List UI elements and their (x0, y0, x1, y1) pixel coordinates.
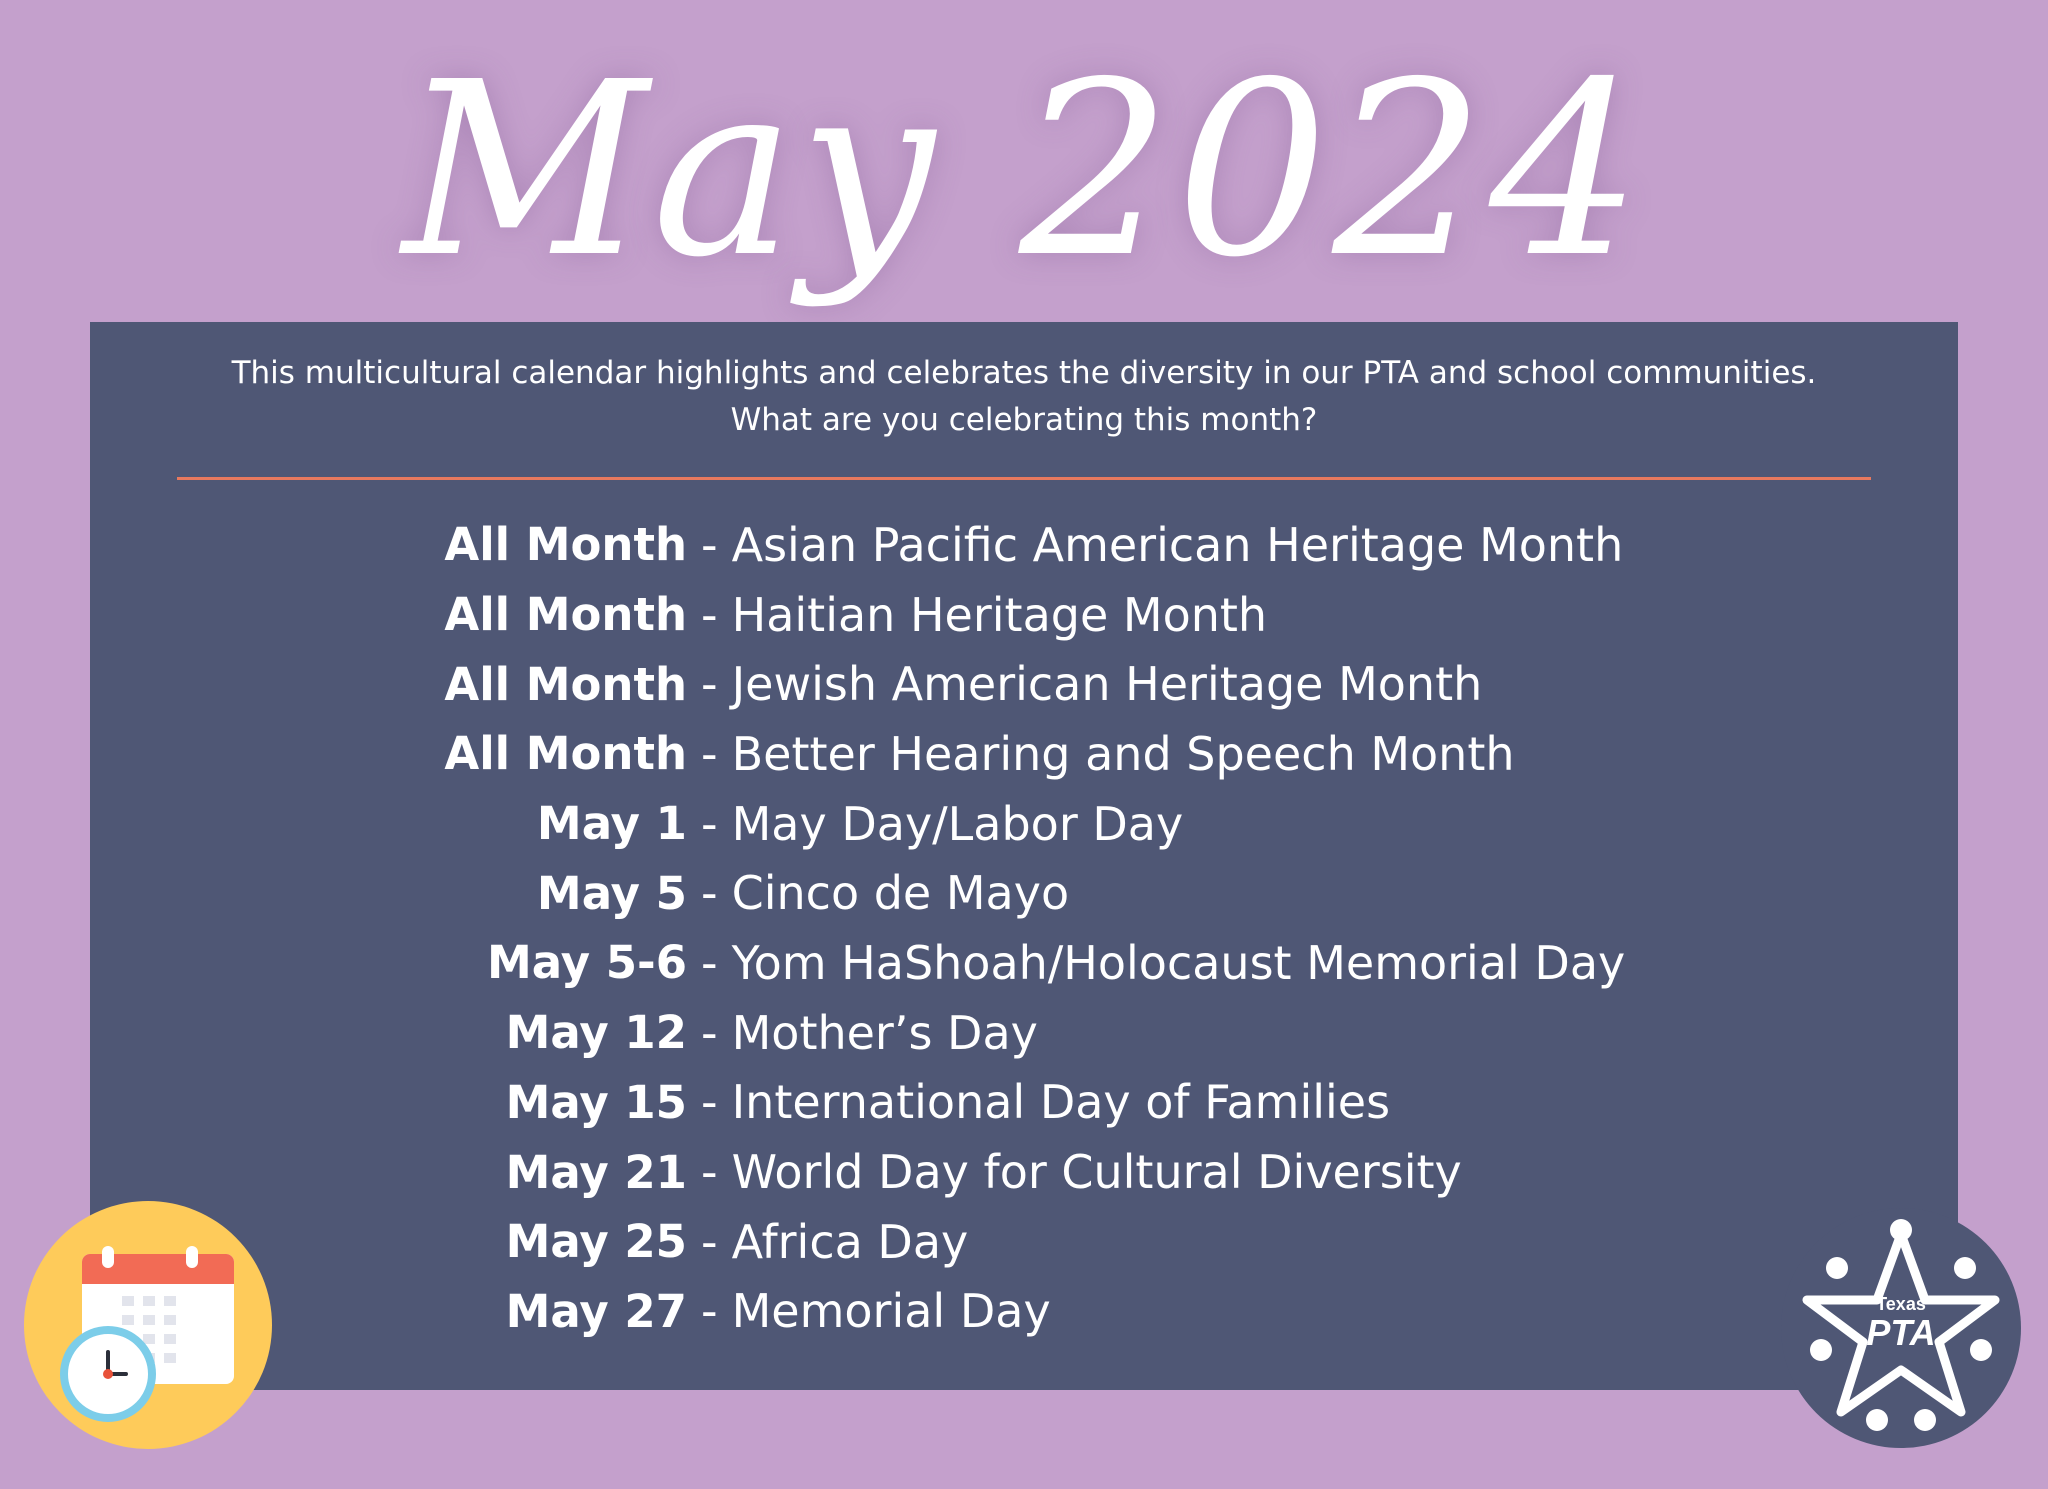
event-name: Jewish American Heritage Month (731, 657, 1483, 712)
event-name: Cinco de Mayo (731, 866, 1070, 921)
intro-line-1: This multicultural calendar highlights and celebrates the diversity in our PTA and school communities. (231, 355, 1817, 391)
event-date: May 21 (505, 1145, 687, 1199)
event-item (90, 1207, 1958, 1277)
event-date: May 5 (536, 866, 687, 920)
calendar-panel (90, 322, 1958, 1390)
event-name: Haitian Heritage Month (731, 587, 1268, 642)
event-name: International Day of Families (731, 1075, 1391, 1130)
event-date: All Month (444, 657, 687, 711)
event-item (90, 580, 1958, 650)
event-name: World Day for Cultural Diversity (731, 1145, 1462, 1200)
event-name: Mother’s Day (731, 1005, 1038, 1060)
event-separator: - (701, 796, 718, 851)
page-title: May 2024 (402, 30, 1646, 310)
event-separator: - (701, 935, 718, 990)
event-item (90, 998, 1958, 1068)
event-item (90, 1068, 1958, 1138)
event-name: Better Hearing and Speech Month (731, 726, 1515, 781)
event-separator: - (701, 1284, 718, 1339)
event-date: All Month (444, 588, 687, 642)
event-separator: - (701, 726, 718, 781)
logo-text-small: Texas (1876, 1294, 1926, 1314)
event-name: Africa Day (731, 1214, 969, 1269)
event-separator: - (701, 1075, 718, 1130)
logo-text-big: PTA (1866, 1312, 1936, 1353)
event-separator: - (701, 1145, 718, 1200)
event-separator: - (701, 657, 718, 712)
event-item (90, 1277, 1958, 1347)
event-name: Yom HaShoah/Holocaust Memorial Day (731, 935, 1626, 990)
event-separator: - (701, 587, 718, 642)
event-separator: - (701, 866, 718, 921)
event-item (90, 719, 1958, 789)
event-date: May 25 (505, 1215, 687, 1269)
event-name: May Day/Labor Day (731, 796, 1184, 851)
event-separator: - (701, 517, 718, 572)
event-name: Memorial Day (731, 1284, 1051, 1339)
intro-text (90, 350, 1958, 444)
intro-line-2: What are you celebrating this month? (730, 402, 1318, 438)
event-list (90, 510, 1958, 1346)
event-date: May 15 (505, 1075, 687, 1129)
calendar-ring (102, 1246, 114, 1268)
event-separator: - (701, 1005, 718, 1060)
event-date: May 27 (505, 1284, 687, 1338)
event-name: Asian Pacific American Heritage Month (731, 517, 1624, 572)
event-item (90, 858, 1958, 928)
event-separator: - (701, 1214, 718, 1269)
event-item (90, 928, 1958, 998)
event-date: All Month (444, 727, 687, 781)
clock-icon (60, 1326, 156, 1422)
divider (177, 477, 1871, 480)
event-item (90, 649, 1958, 719)
texas-pta-logo (1781, 1208, 2021, 1448)
event-item (90, 1137, 1958, 1207)
calendar-clock-icon (24, 1201, 272, 1449)
event-date: May 12 (505, 1006, 687, 1060)
calendar-ring (186, 1246, 198, 1268)
event-date: May 5-6 (486, 936, 687, 990)
event-item (90, 789, 1958, 859)
event-item (90, 510, 1958, 580)
event-date: All Month (444, 518, 687, 572)
event-date: May 1 (536, 797, 687, 851)
